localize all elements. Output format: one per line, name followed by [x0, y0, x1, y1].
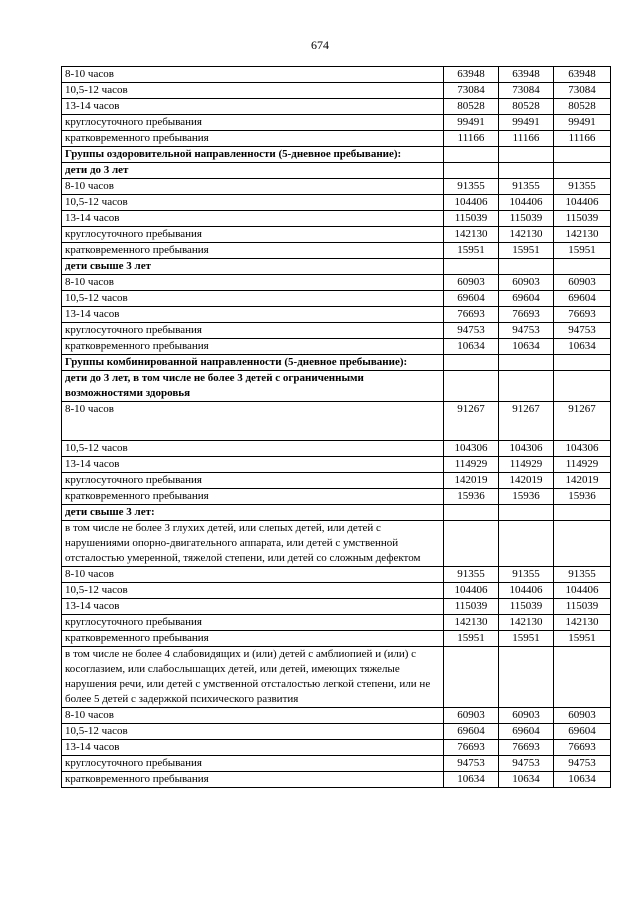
row-value-2: 69604 — [499, 724, 554, 740]
table-row — [62, 131, 611, 147]
table-row — [62, 243, 611, 259]
table-row — [62, 323, 611, 339]
table-body — [62, 67, 611, 788]
row-value-3: 104406 — [554, 583, 611, 599]
row-value-3: 115039 — [554, 599, 611, 615]
table-row — [62, 740, 611, 756]
row-value-1: 80528 — [444, 99, 499, 115]
row-label: 13-14 часов — [62, 307, 444, 323]
row-label: 13-14 часов — [62, 211, 444, 227]
row-value-3: 104406 — [554, 195, 611, 211]
row-value-3: 69604 — [554, 291, 611, 307]
table-row — [62, 599, 611, 615]
row-value-2: 60903 — [499, 708, 554, 724]
row-value-1: 63948 — [444, 67, 499, 83]
table-row — [62, 355, 611, 371]
row-value-1: 99491 — [444, 115, 499, 131]
row-value-2: 15936 — [499, 489, 554, 505]
row-label: кратковременного пребывания — [62, 131, 444, 147]
row-value-3: 99491 — [554, 115, 611, 131]
row-value-1: 104406 — [444, 195, 499, 211]
table-row — [62, 708, 611, 724]
row-value-2: 76693 — [499, 740, 554, 756]
row-value-2 — [499, 371, 554, 402]
table-row — [62, 505, 611, 521]
row-label: 10,5-12 часов — [62, 724, 444, 740]
row-value-1: 69604 — [444, 291, 499, 307]
row-value-3 — [554, 163, 611, 179]
table-row — [62, 772, 611, 788]
row-value-1: 15951 — [444, 243, 499, 259]
row-value-3: 15951 — [554, 631, 611, 647]
row-value-3: 91355 — [554, 179, 611, 195]
row-value-2: 94753 — [499, 756, 554, 772]
row-value-2: 104406 — [499, 195, 554, 211]
row-value-1: 142130 — [444, 615, 499, 631]
row-value-3: 10634 — [554, 339, 611, 355]
row-value-3: 104306 — [554, 441, 611, 457]
row-label: круглосуточного пребывания — [62, 227, 444, 243]
row-value-3: 91267 — [554, 402, 611, 441]
row-value-3 — [554, 259, 611, 275]
table-row — [62, 179, 611, 195]
row-label: дети до 3 лет — [62, 163, 444, 179]
row-label: 8-10 часов — [62, 67, 444, 83]
row-label: 8-10 часов — [62, 708, 444, 724]
table-row — [62, 756, 611, 772]
row-value-1: 73084 — [444, 83, 499, 99]
row-value-2: 94753 — [499, 323, 554, 339]
row-value-1: 15936 — [444, 489, 499, 505]
row-value-3 — [554, 147, 611, 163]
row-value-2 — [499, 505, 554, 521]
row-value-1: 104306 — [444, 441, 499, 457]
row-value-1 — [444, 521, 499, 567]
row-value-2: 142130 — [499, 227, 554, 243]
row-value-2: 11166 — [499, 131, 554, 147]
row-value-3: 142019 — [554, 473, 611, 489]
row-label: в том числе не более 3 глухих детей, или слепых детей, или детей с нарушениями опорно-двигательного аппарата, или детей с умственной отсталостью умеренной, тяжелой степени, или детей со сложным дефектом — [62, 521, 444, 567]
row-value-1 — [444, 505, 499, 521]
table-row — [62, 631, 611, 647]
row-value-2 — [499, 355, 554, 371]
row-value-2 — [499, 147, 554, 163]
table-row — [62, 259, 611, 275]
row-value-1 — [444, 147, 499, 163]
row-value-3: 69604 — [554, 724, 611, 740]
table-row — [62, 291, 611, 307]
row-label: круглосуточного пребывания — [62, 615, 444, 631]
row-value-1: 60903 — [444, 275, 499, 291]
row-value-1: 69604 — [444, 724, 499, 740]
table-row — [62, 371, 611, 402]
row-value-1 — [444, 371, 499, 402]
row-value-2 — [499, 521, 554, 567]
row-value-2: 91267 — [499, 402, 554, 441]
row-value-2: 10634 — [499, 772, 554, 788]
row-value-3: 91355 — [554, 567, 611, 583]
row-value-1: 91267 — [444, 402, 499, 441]
table-row — [62, 211, 611, 227]
row-value-1: 104406 — [444, 583, 499, 599]
table-row — [62, 83, 611, 99]
row-label: 8-10 часов — [62, 567, 444, 583]
table-row — [62, 473, 611, 489]
row-value-2 — [499, 259, 554, 275]
row-value-2: 115039 — [499, 211, 554, 227]
row-value-2: 91355 — [499, 179, 554, 195]
row-label: кратковременного пребывания — [62, 243, 444, 259]
table-row — [62, 647, 611, 708]
row-label: круглосуточного пребывания — [62, 473, 444, 489]
row-value-3 — [554, 505, 611, 521]
table-row — [62, 67, 611, 83]
row-value-1: 114929 — [444, 457, 499, 473]
row-value-1: 142019 — [444, 473, 499, 489]
row-value-3: 60903 — [554, 275, 611, 291]
row-label: Группы оздоровительной направленности (5-дневное пребывание): — [62, 147, 444, 163]
row-value-3: 142130 — [554, 615, 611, 631]
tariff-table — [61, 66, 611, 788]
row-value-2: 142130 — [499, 615, 554, 631]
row-value-2: 76693 — [499, 307, 554, 323]
row-value-2: 80528 — [499, 99, 554, 115]
row-value-2: 114929 — [499, 457, 554, 473]
row-value-3: 73084 — [554, 83, 611, 99]
row-value-2: 115039 — [499, 599, 554, 615]
row-value-3: 76693 — [554, 740, 611, 756]
row-value-2: 91355 — [499, 567, 554, 583]
row-value-3: 15936 — [554, 489, 611, 505]
row-value-1: 115039 — [444, 599, 499, 615]
row-value-2 — [499, 647, 554, 708]
row-label: 8-10 часов — [62, 275, 444, 291]
table-row — [62, 227, 611, 243]
row-value-1 — [444, 355, 499, 371]
table-row — [62, 307, 611, 323]
row-label: в том числе не более 4 слабовидящих и (или) детей с амблиопией и (или) с косоглазием, или слабослышащих детей, или детей, имеющих тяжелые нарушения речи, или детей с умственной отсталостью легкой степени, или не более 5 детей с задержкой психического развития — [62, 647, 444, 708]
row-value-3: 63948 — [554, 67, 611, 83]
row-label: 8-10 часов — [62, 402, 444, 441]
row-value-2: 142019 — [499, 473, 554, 489]
row-label: круглосуточного пребывания — [62, 323, 444, 339]
row-label: 13-14 часов — [62, 457, 444, 473]
row-label: 13-14 часов — [62, 599, 444, 615]
row-label: 10,5-12 часов — [62, 441, 444, 457]
row-value-3: 15951 — [554, 243, 611, 259]
row-label: круглосуточного пребывания — [62, 115, 444, 131]
table-row — [62, 99, 611, 115]
row-value-3: 115039 — [554, 211, 611, 227]
row-value-2: 104406 — [499, 583, 554, 599]
table-row — [62, 489, 611, 505]
row-label: 10,5-12 часов — [62, 583, 444, 599]
row-value-1: 76693 — [444, 307, 499, 323]
row-value-3: 114929 — [554, 457, 611, 473]
row-value-2: 15951 — [499, 631, 554, 647]
table-row — [62, 457, 611, 473]
row-value-2: 10634 — [499, 339, 554, 355]
row-label: 13-14 часов — [62, 99, 444, 115]
row-label: 10,5-12 часов — [62, 291, 444, 307]
row-value-1: 10634 — [444, 339, 499, 355]
row-value-3 — [554, 647, 611, 708]
row-value-1: 76693 — [444, 740, 499, 756]
row-label: дети свыше 3 лет: — [62, 505, 444, 521]
row-label: 10,5-12 часов — [62, 83, 444, 99]
table-row — [62, 583, 611, 599]
row-value-3: 142130 — [554, 227, 611, 243]
table-row — [62, 339, 611, 355]
row-value-3 — [554, 371, 611, 402]
row-value-1 — [444, 647, 499, 708]
row-value-2: 99491 — [499, 115, 554, 131]
row-value-1: 115039 — [444, 211, 499, 227]
row-value-1: 10634 — [444, 772, 499, 788]
row-value-3: 94753 — [554, 756, 611, 772]
row-label: кратковременного пребывания — [62, 339, 444, 355]
row-value-1: 91355 — [444, 179, 499, 195]
row-value-2 — [499, 163, 554, 179]
table-row — [62, 275, 611, 291]
row-value-2: 104306 — [499, 441, 554, 457]
row-value-3: 11166 — [554, 131, 611, 147]
row-value-1: 142130 — [444, 227, 499, 243]
row-value-1: 15951 — [444, 631, 499, 647]
row-label: кратковременного пребывания — [62, 489, 444, 505]
row-label: Группы комбинированной направленности (5-дневное пребывание): — [62, 355, 444, 371]
table-row — [62, 402, 611, 441]
table-row — [62, 163, 611, 179]
row-value-1: 94753 — [444, 756, 499, 772]
row-value-2: 15951 — [499, 243, 554, 259]
row-label: 10,5-12 часов — [62, 195, 444, 211]
row-label: круглосуточного пребывания — [62, 756, 444, 772]
page-number: 674 — [311, 38, 329, 52]
row-value-1: 60903 — [444, 708, 499, 724]
table-row — [62, 521, 611, 567]
row-label: 13-14 часов — [62, 740, 444, 756]
row-value-1 — [444, 163, 499, 179]
table-row — [62, 195, 611, 211]
row-label: кратковременного пребывания — [62, 772, 444, 788]
row-value-3 — [554, 521, 611, 567]
row-value-3: 94753 — [554, 323, 611, 339]
row-value-2: 73084 — [499, 83, 554, 99]
table-row — [62, 615, 611, 631]
row-value-2: 63948 — [499, 67, 554, 83]
row-value-3: 60903 — [554, 708, 611, 724]
table-row — [62, 567, 611, 583]
row-value-3 — [554, 355, 611, 371]
row-value-1: 11166 — [444, 131, 499, 147]
table-row — [62, 441, 611, 457]
row-value-1: 94753 — [444, 323, 499, 339]
row-label: дети свыше 3 лет — [62, 259, 444, 275]
row-value-1: 91355 — [444, 567, 499, 583]
row-label: 8-10 часов — [62, 179, 444, 195]
table-row — [62, 724, 611, 740]
row-value-3: 10634 — [554, 772, 611, 788]
row-label: кратковременного пребывания — [62, 631, 444, 647]
table-row — [62, 115, 611, 131]
row-value-3: 76693 — [554, 307, 611, 323]
row-value-1 — [444, 259, 499, 275]
row-value-3: 80528 — [554, 99, 611, 115]
row-value-2: 60903 — [499, 275, 554, 291]
table-row — [62, 147, 611, 163]
row-label: дети до 3 лет, в том числе не более 3 детей с ограниченными возможностями здоровья — [62, 371, 444, 402]
row-value-2: 69604 — [499, 291, 554, 307]
